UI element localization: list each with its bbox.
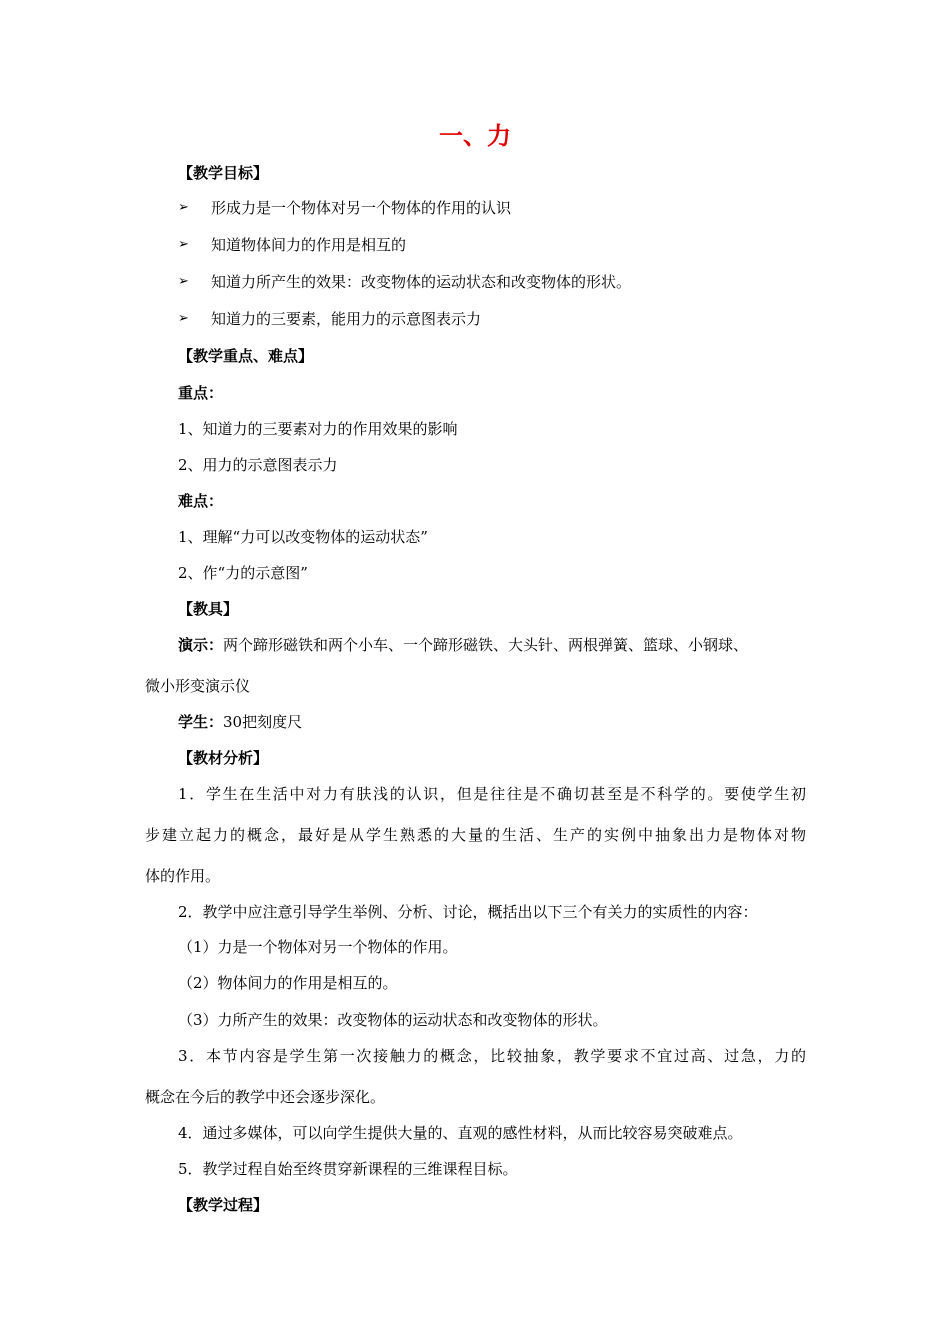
demo-text: 两个蹄形磁铁和两个小车、一个蹄形磁铁、大头针、两根弹簧、篮球、小钢球、	[223, 636, 749, 654]
analysis-list-item: （3）力所产生的效果：改变物体的运动状态和改变物体的形状。	[178, 1011, 608, 1029]
student-text: 30把刻度尺	[223, 713, 303, 731]
analysis-paragraph-2: 2．教学中应注意引导学生举例、分析、讨论，概括出以下三个有关力的实质性的内容：	[178, 903, 758, 921]
objectives-heading: 【教学目标】	[178, 164, 269, 182]
bullet-arrow-icon: ➢	[178, 200, 189, 215]
analysis-paragraph-4: 4．通过多媒体，可以向学生提供大量的、直观的感性材料，从而比较容易突破难点。	[178, 1124, 743, 1142]
demo-paragraph	[178, 635, 808, 655]
process-heading: 【教学过程】	[178, 1196, 269, 1214]
focus-item: 1、知道力的三要素对力的作用效果的影响	[178, 420, 458, 438]
page-title: 一、力	[439, 122, 511, 150]
analysis-paragraph-3-cont: 概念在今后的教学中还会逐步深化。	[145, 1088, 386, 1106]
difficulty-item: 2、作“力的示意图”	[178, 564, 308, 582]
objective-item: 知道力的三要素，能用力的示意图表示力	[211, 310, 482, 328]
student-paragraph	[178, 712, 302, 732]
analysis-paragraph-3: 3．本节内容是学生第一次接触力的概念，比较抽象，教学要求不宜过高、过急，力的	[178, 1047, 806, 1065]
demo-text-continued: 微小形变演示仪	[145, 677, 251, 695]
focus-label: 重点：	[178, 384, 224, 402]
student-label: 学生：	[178, 713, 224, 731]
objective-item: 知道力所产生的效果：改变物体的运动状态和改变物体的形状。	[211, 273, 632, 291]
tools-heading: 【教具】	[178, 600, 239, 618]
bullet-arrow-icon: ➢	[178, 237, 189, 252]
difficulty-label: 难点：	[178, 492, 224, 510]
demo-label: 演示：	[178, 636, 224, 654]
analysis-heading: 【教材分析】	[178, 749, 269, 767]
bullet-arrow-icon: ➢	[178, 274, 189, 289]
focus-item: 2、用力的示意图表示力	[178, 456, 338, 474]
analysis-paragraph-1: 1．学生在生活中对力有肤浅的认识，但是往往是不确切甚至是不科学的。要使学生初	[178, 785, 806, 803]
analysis-paragraph-1-end: 体的作用。	[145, 867, 221, 885]
key-points-heading: 【教学重点、难点】	[178, 347, 314, 365]
analysis-list-item: （2）物体间力的作用是相互的。	[178, 974, 398, 992]
objective-item: 形成力是一个物体对另一个物体的作用的认识	[211, 199, 512, 217]
difficulty-item: 1、理解“力可以改变物体的运动状态”	[178, 528, 428, 546]
analysis-list-item: （1）力是一个物体对另一个物体的作用。	[178, 938, 458, 956]
analysis-paragraph-1-cont: 步建立起力的概念，最好是从学生熟悉的大量的生活、生产的实例中抽象出力是物体对物	[145, 826, 806, 844]
bullet-arrow-icon: ➢	[178, 311, 189, 326]
analysis-paragraph-5: 5．教学过程自始至终贯穿新课程的三维课程目标。	[178, 1160, 518, 1178]
objective-item: 知道物体间力的作用是相互的	[211, 236, 407, 254]
